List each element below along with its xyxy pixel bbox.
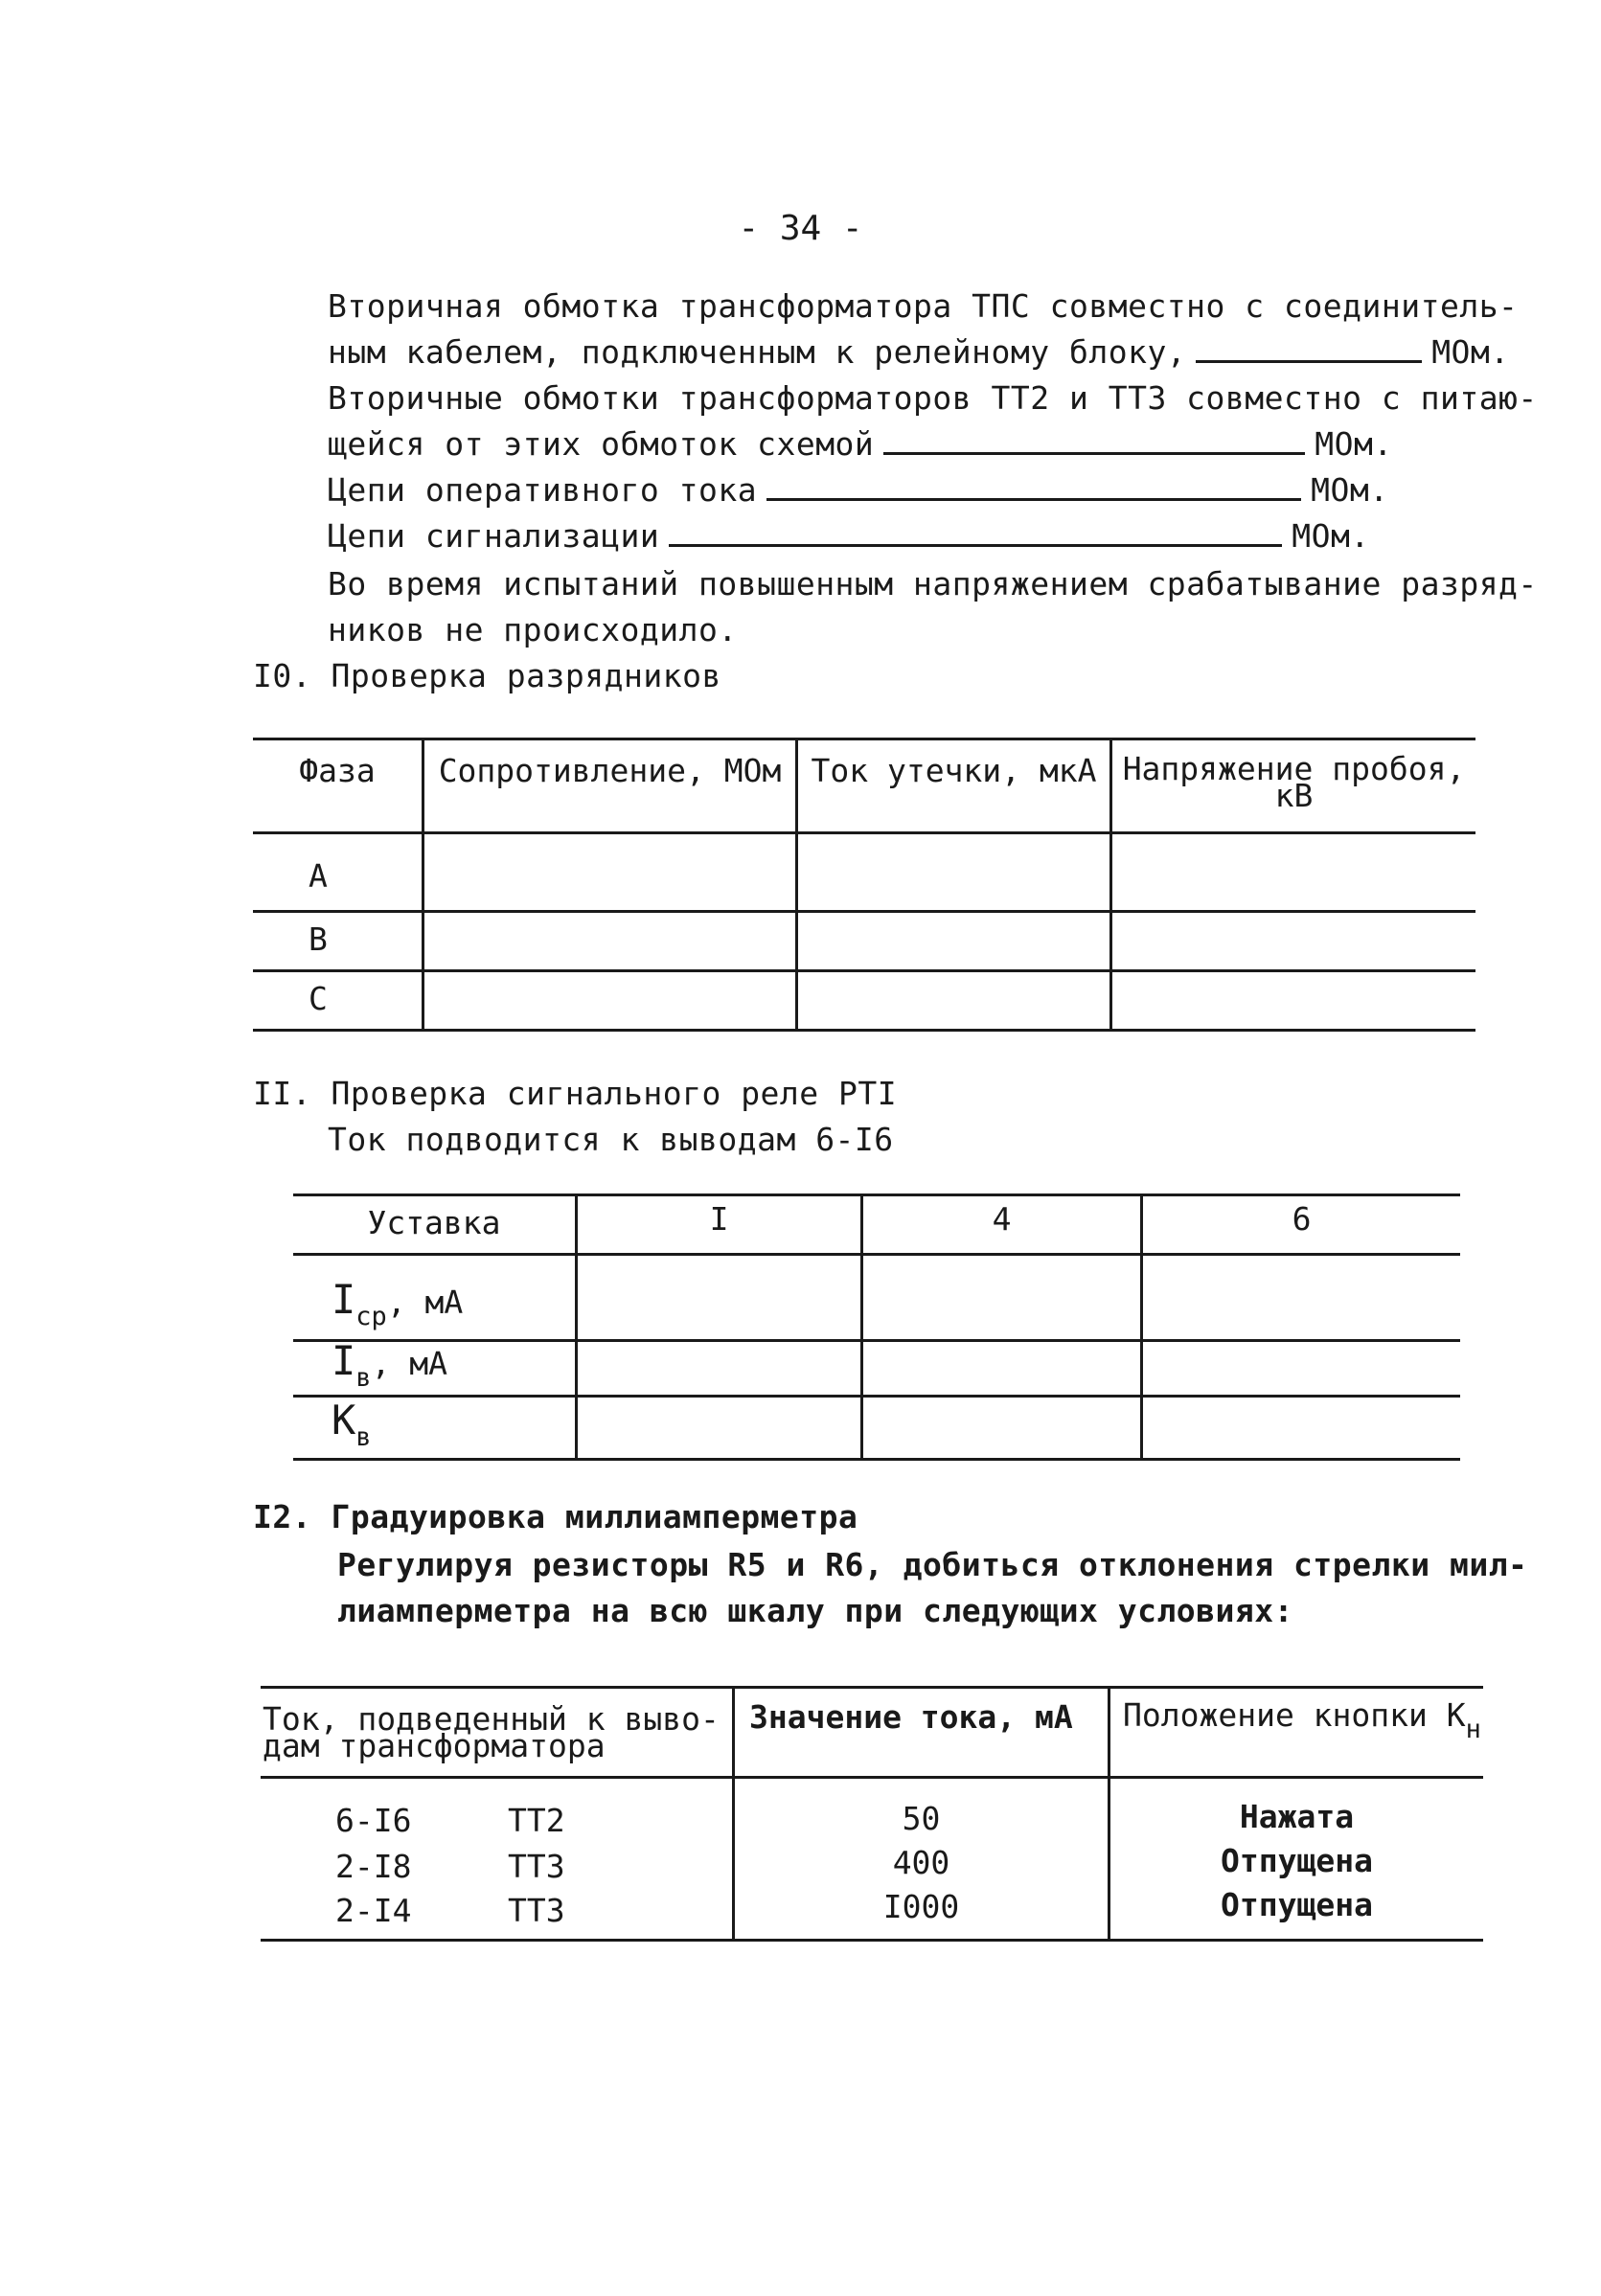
table-rule	[253, 831, 1475, 834]
transformer-cell: ТТ3	[508, 1848, 565, 1885]
unit: , мА	[386, 1284, 464, 1321]
phase-label: В	[309, 921, 328, 958]
insulation-line-1: Вторичная обмотка трансформатора ТПС совместно с соединитель-	[328, 287, 1519, 325]
button-position-label: Положение кнопки К	[1123, 1696, 1466, 1734]
insulation-line-6	[328, 513, 1370, 559]
section-11-subheading: Ток подводится к выводам 6-I6	[328, 1121, 894, 1158]
unit-label: МОм.	[1292, 517, 1370, 555]
terminals-cell: 6-I6	[335, 1802, 412, 1839]
blank-field[interactable]	[883, 425, 1305, 455]
column-header-terminals: Ток, подведенный к выво-	[263, 1700, 720, 1738]
table-rule	[293, 1395, 1460, 1398]
column-header-terminals-cont: дам трансформатора	[263, 1727, 606, 1764]
current-value-cell: I000	[882, 1888, 960, 1925]
insulation-line-6-text: Цепи сигнализации	[328, 517, 660, 555]
symbol: I	[332, 1337, 356, 1384]
insulation-line-2-text: ным кабелем, подключенным к релейному блоку,	[328, 333, 1187, 371]
insulation-line-8: ников не происходило.	[328, 611, 738, 648]
subscript: в	[355, 1363, 372, 1393]
table-rule	[293, 1193, 1460, 1196]
insulation-line-4	[328, 421, 1393, 467]
row-label-pickup-current	[332, 1276, 464, 1331]
table-rule	[253, 910, 1475, 913]
subscript: ср	[355, 1302, 387, 1331]
table-rule	[253, 1029, 1475, 1032]
insulation-line-5	[328, 467, 1389, 513]
subscript: в	[355, 1422, 372, 1452]
current-value-cell: 50	[902, 1800, 941, 1837]
insulation-line-5-text: Цепи оперативного тока	[328, 471, 758, 509]
symbol: К	[332, 1397, 356, 1444]
table-rule	[253, 969, 1475, 972]
table-rule	[293, 1458, 1460, 1461]
unit-label: МОм.	[1431, 333, 1510, 371]
column-header-setting-1: I	[709, 1200, 729, 1238]
table-rule	[261, 1776, 1483, 1779]
column-header-setting-4: 4	[992, 1200, 1012, 1238]
insulation-line-4-text: щейся от этих обмоток схемой	[328, 425, 875, 463]
table-rule	[293, 1253, 1460, 1256]
transformer-cell: ТТ3	[508, 1892, 565, 1929]
column-header-phase: Фаза	[299, 752, 376, 789]
current-value-cell: 400	[892, 1844, 950, 1881]
table-rule	[293, 1339, 1460, 1342]
page-number: - 34 -	[738, 209, 863, 248]
table-rule	[261, 1939, 1483, 1942]
column-header-breakdown-voltage: Напряжение пробоя,	[1122, 750, 1466, 787]
symbol: I	[332, 1276, 356, 1323]
button-position-cell: Нажата	[1239, 1798, 1355, 1835]
column-header-button-position	[1123, 1696, 1481, 1744]
blank-field[interactable]	[1196, 333, 1422, 363]
section-12-heading: I2. Градуировка миллиамперметра	[253, 1498, 858, 1535]
button-position-cell: Отпущена	[1221, 1886, 1373, 1923]
phase-label: А	[309, 857, 328, 895]
phase-label: С	[309, 980, 328, 1017]
insulation-line-7: Во время испытаний повышенным напряжением срабатывание разряд-	[328, 565, 1538, 602]
column-header-breakdown-voltage-unit: кВ	[1274, 777, 1314, 814]
button-position-cell: Отпущена	[1221, 1842, 1373, 1879]
blank-field[interactable]	[766, 471, 1301, 501]
subscript: н	[1465, 1715, 1481, 1744]
column-header-setting-6: 6	[1292, 1200, 1312, 1238]
insulation-line-3: Вторичные обмотки трансформаторов ТТ2 и ТТ3 совместно с питаю-	[328, 379, 1538, 417]
unit-label: МОм.	[1311, 471, 1389, 509]
section-12-paragraph-1: Регулируя резисторы R5 и R6, добиться отклонения стрелки мил-	[337, 1546, 1528, 1583]
table-rule	[253, 738, 1475, 740]
table-rule	[261, 1686, 1483, 1689]
section-12-paragraph-2: лиамперметра на всю шкалу при следующих условиях:	[337, 1592, 1294, 1629]
section-10-heading: I0. Проверка разрядников	[253, 657, 721, 694]
blank-field[interactable]	[669, 517, 1282, 547]
column-header-setting: Уставка	[367, 1204, 501, 1241]
row-label-return-ratio	[332, 1397, 372, 1452]
unit: , мА	[371, 1345, 448, 1382]
column-header-leakage-current: Ток утечки, мкА	[811, 752, 1097, 789]
transformer-cell: ТТ2	[508, 1802, 565, 1839]
unit-label: МОм.	[1315, 425, 1393, 463]
terminals-cell: 2-I8	[335, 1848, 412, 1885]
row-label-return-current	[332, 1337, 448, 1393]
terminals-cell: 2-I4	[335, 1892, 412, 1929]
column-header-resistance: Сопротивление, МОм	[438, 752, 782, 789]
section-11-heading: II. Проверка сигнального реле РТI	[253, 1075, 898, 1112]
column-header-current-value: Значение тока, мА	[749, 1698, 1073, 1736]
insulation-line-2	[328, 330, 1510, 375]
